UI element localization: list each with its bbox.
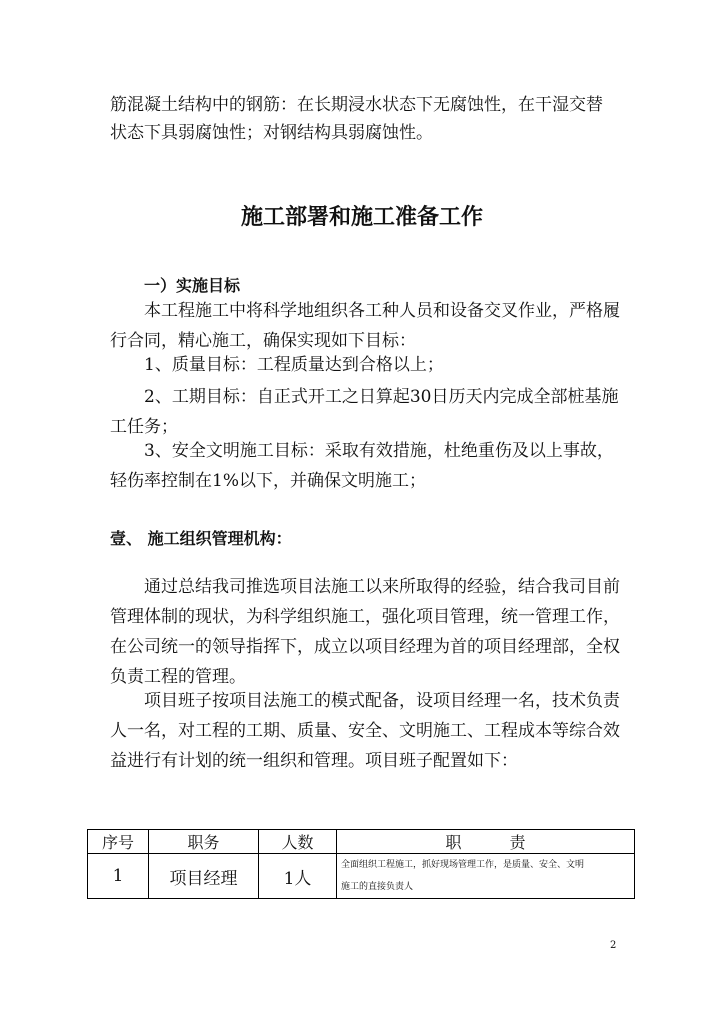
cell-no: 1 [88,854,149,899]
organization-paragraph-1: 通过总结我司推选项目法施工以来所取得的经验，结合我司目前管理体制的现状，为科学组织施工，强化项目管理，统一管理工作，在公司统一的领导指挥下，成立以项目经理为首的项目经理部，全权负责工程的管理。 [110,577,620,687]
goals-paragraph: 本工程施工中将科学地组织各工种人员和设备交叉作业，严格履行合同，精心施工，确保实现如下目标： [110,301,620,351]
section-title: 施工部署和施工准备工作 [240,205,483,230]
cell-position: 项目经理 [149,854,259,899]
table-row [88,854,635,899]
table-header-row [88,830,635,854]
page-number: 2 [610,940,617,951]
header-position: 职务 [149,830,259,854]
duty-line-1: 全面组织工程施工，抓好现场管理工作，是质量、安全、文明 [341,860,585,870]
goal-schedule: 2、工期目标：自正式开工之日算起30日历天内完成全部桩基施工任务； [110,387,619,437]
heading-implementation-goals: 一）实施目标 [144,276,241,295]
header-count: 人数 [259,830,337,854]
goal-safety: 3、安全文明施工目标：采取有效措施，杜绝重伤及以上事故，轻伤率控制在1%以下，并确保文明施工； [110,441,614,491]
cell-duty [337,854,635,899]
header-no: 序号 [88,830,149,854]
organization-paragraph-2: 项目班子按项目法施工的模式配备，设项目经理一名，技术负责人一名，对工程的工期、质量、安全、文明施工、工程成本等综合效益进行有计划的统一组织和管理。项目班子配置如下： [110,691,620,771]
intro-line-2: 状态下具弱腐蚀性；对钢结构具弱腐蚀性。 [110,123,433,143]
duty-line-2: 施工的直接负责人 [341,882,414,892]
team-table [87,829,635,899]
intro-line-1: 筋混凝土结构中的钢筋：在长期浸水状态下无腐蚀性，在干湿交替 [110,95,603,115]
goal-quality: 1、质量目标：工程质量达到合格以上； [144,355,444,375]
header-duty: 职 责 [337,830,635,854]
heading-organization: 壹、 施工组织管理机构： [110,529,292,548]
cell-count: 1人 [259,854,337,899]
